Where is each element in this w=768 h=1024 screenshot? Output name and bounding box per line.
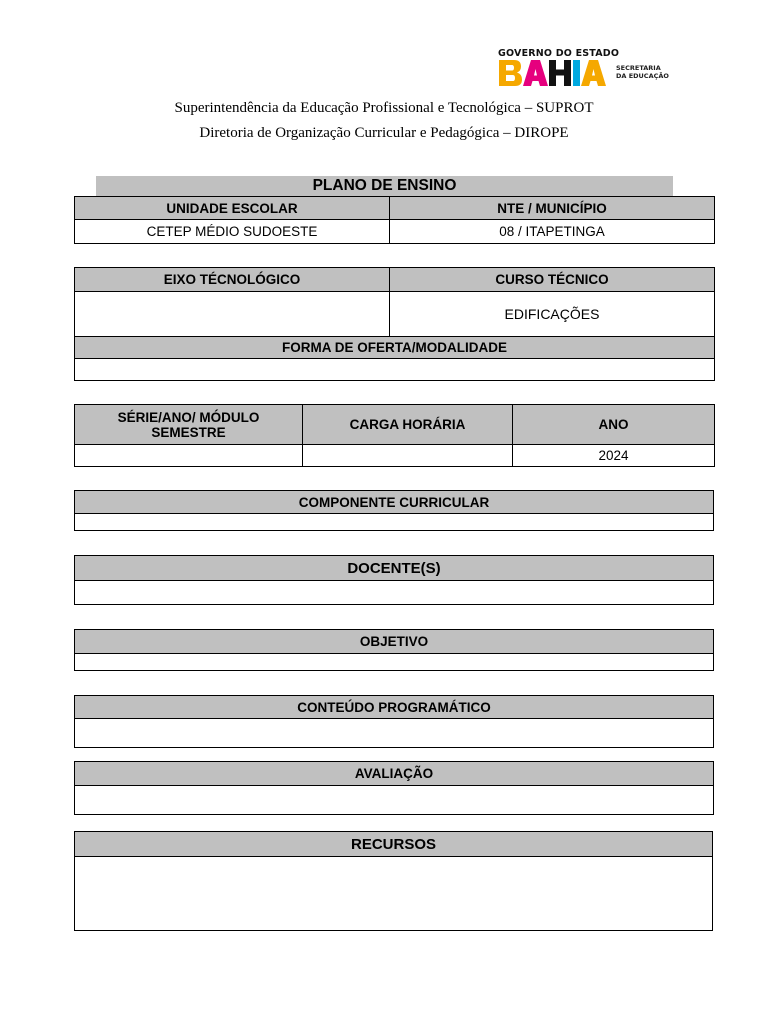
- objetivo-table: [74, 629, 714, 671]
- forma-oferta-header: FORMA DE OFERTA/MODALIDADE: [75, 337, 715, 359]
- unidade-escolar-value[interactable]: CETEP MÉDIO SUDOESTE: [75, 220, 390, 244]
- componente-curricular-value[interactable]: [75, 514, 714, 531]
- nte-municipio-header: NTE / MUNICÍPIO: [390, 197, 715, 220]
- unidade-escolar-header: UNIDADE ESCOLAR: [75, 197, 390, 220]
- serie-header-line1: SÉRIE/ANO/ MÓDULO: [117, 409, 260, 425]
- componente-curricular-header: COMPONENTE CURRICULAR: [75, 491, 714, 514]
- curso-tecnico-value[interactable]: EDIFICAÇÕES: [390, 292, 715, 337]
- header-suprot: Superintendência da Educação Profissional e Tecnológica – SUPROT: [174, 100, 594, 116]
- recursos-value[interactable]: [75, 857, 713, 931]
- serie-ano-modulo-header: [75, 405, 303, 445]
- nte-municipio-value[interactable]: 08 / ITAPETINGA: [390, 220, 715, 244]
- forma-oferta-value[interactable]: [75, 359, 715, 381]
- serie-header-line2: SEMESTRE: [151, 424, 226, 440]
- curso-tecnico-header: CURSO TÉCNICO: [390, 268, 715, 292]
- ano-value[interactable]: 2024: [513, 445, 715, 467]
- serie-value[interactable]: [75, 445, 303, 467]
- document-title: PLANO DE ENSINO: [96, 176, 673, 196]
- avaliacao-table: [74, 761, 714, 815]
- objetivo-header: OBJETIVO: [75, 630, 714, 654]
- logo-governo-text: GOVERNO DO ESTADO: [498, 48, 620, 59]
- governo-bahia-logo: [498, 48, 668, 90]
- docentes-value[interactable]: [75, 581, 714, 605]
- docente-table: [74, 555, 714, 605]
- componente-table: [74, 490, 714, 531]
- carga-horaria-header: CARGA HORÁRIA: [303, 405, 513, 445]
- conteudo-programatico-value[interactable]: [75, 719, 714, 748]
- logo-secretaria-text: SECRETARIA DA EDUCAÇÃO: [616, 64, 669, 80]
- header-dirope: Diretoria de Organização Curricular e Pedagógica – DIROPE: [199, 125, 569, 141]
- avaliacao-header: AVALIAÇÃO: [75, 762, 714, 786]
- avaliacao-value[interactable]: [75, 786, 714, 815]
- ano-header: ANO: [513, 405, 715, 445]
- eixo-tecnologico-header: EIXO TÉCNOLÓGICO: [75, 268, 390, 292]
- objetivo-value[interactable]: [75, 654, 714, 671]
- conteudo-programatico-header: CONTEÚDO PROGRAMÁTICO: [75, 696, 714, 719]
- carga-horaria-value[interactable]: [303, 445, 513, 467]
- unidade-table: [74, 196, 715, 244]
- docentes-header: DOCENTE(S): [75, 556, 714, 581]
- serie-table: [74, 404, 715, 467]
- eixo-tecnologico-value[interactable]: [75, 292, 390, 337]
- eixo-table: [74, 267, 715, 381]
- recursos-table: [74, 831, 713, 931]
- recursos-header: RECURSOS: [75, 832, 713, 857]
- bahia-wordmark-logo: [498, 59, 613, 87]
- conteudo-table: [74, 695, 714, 748]
